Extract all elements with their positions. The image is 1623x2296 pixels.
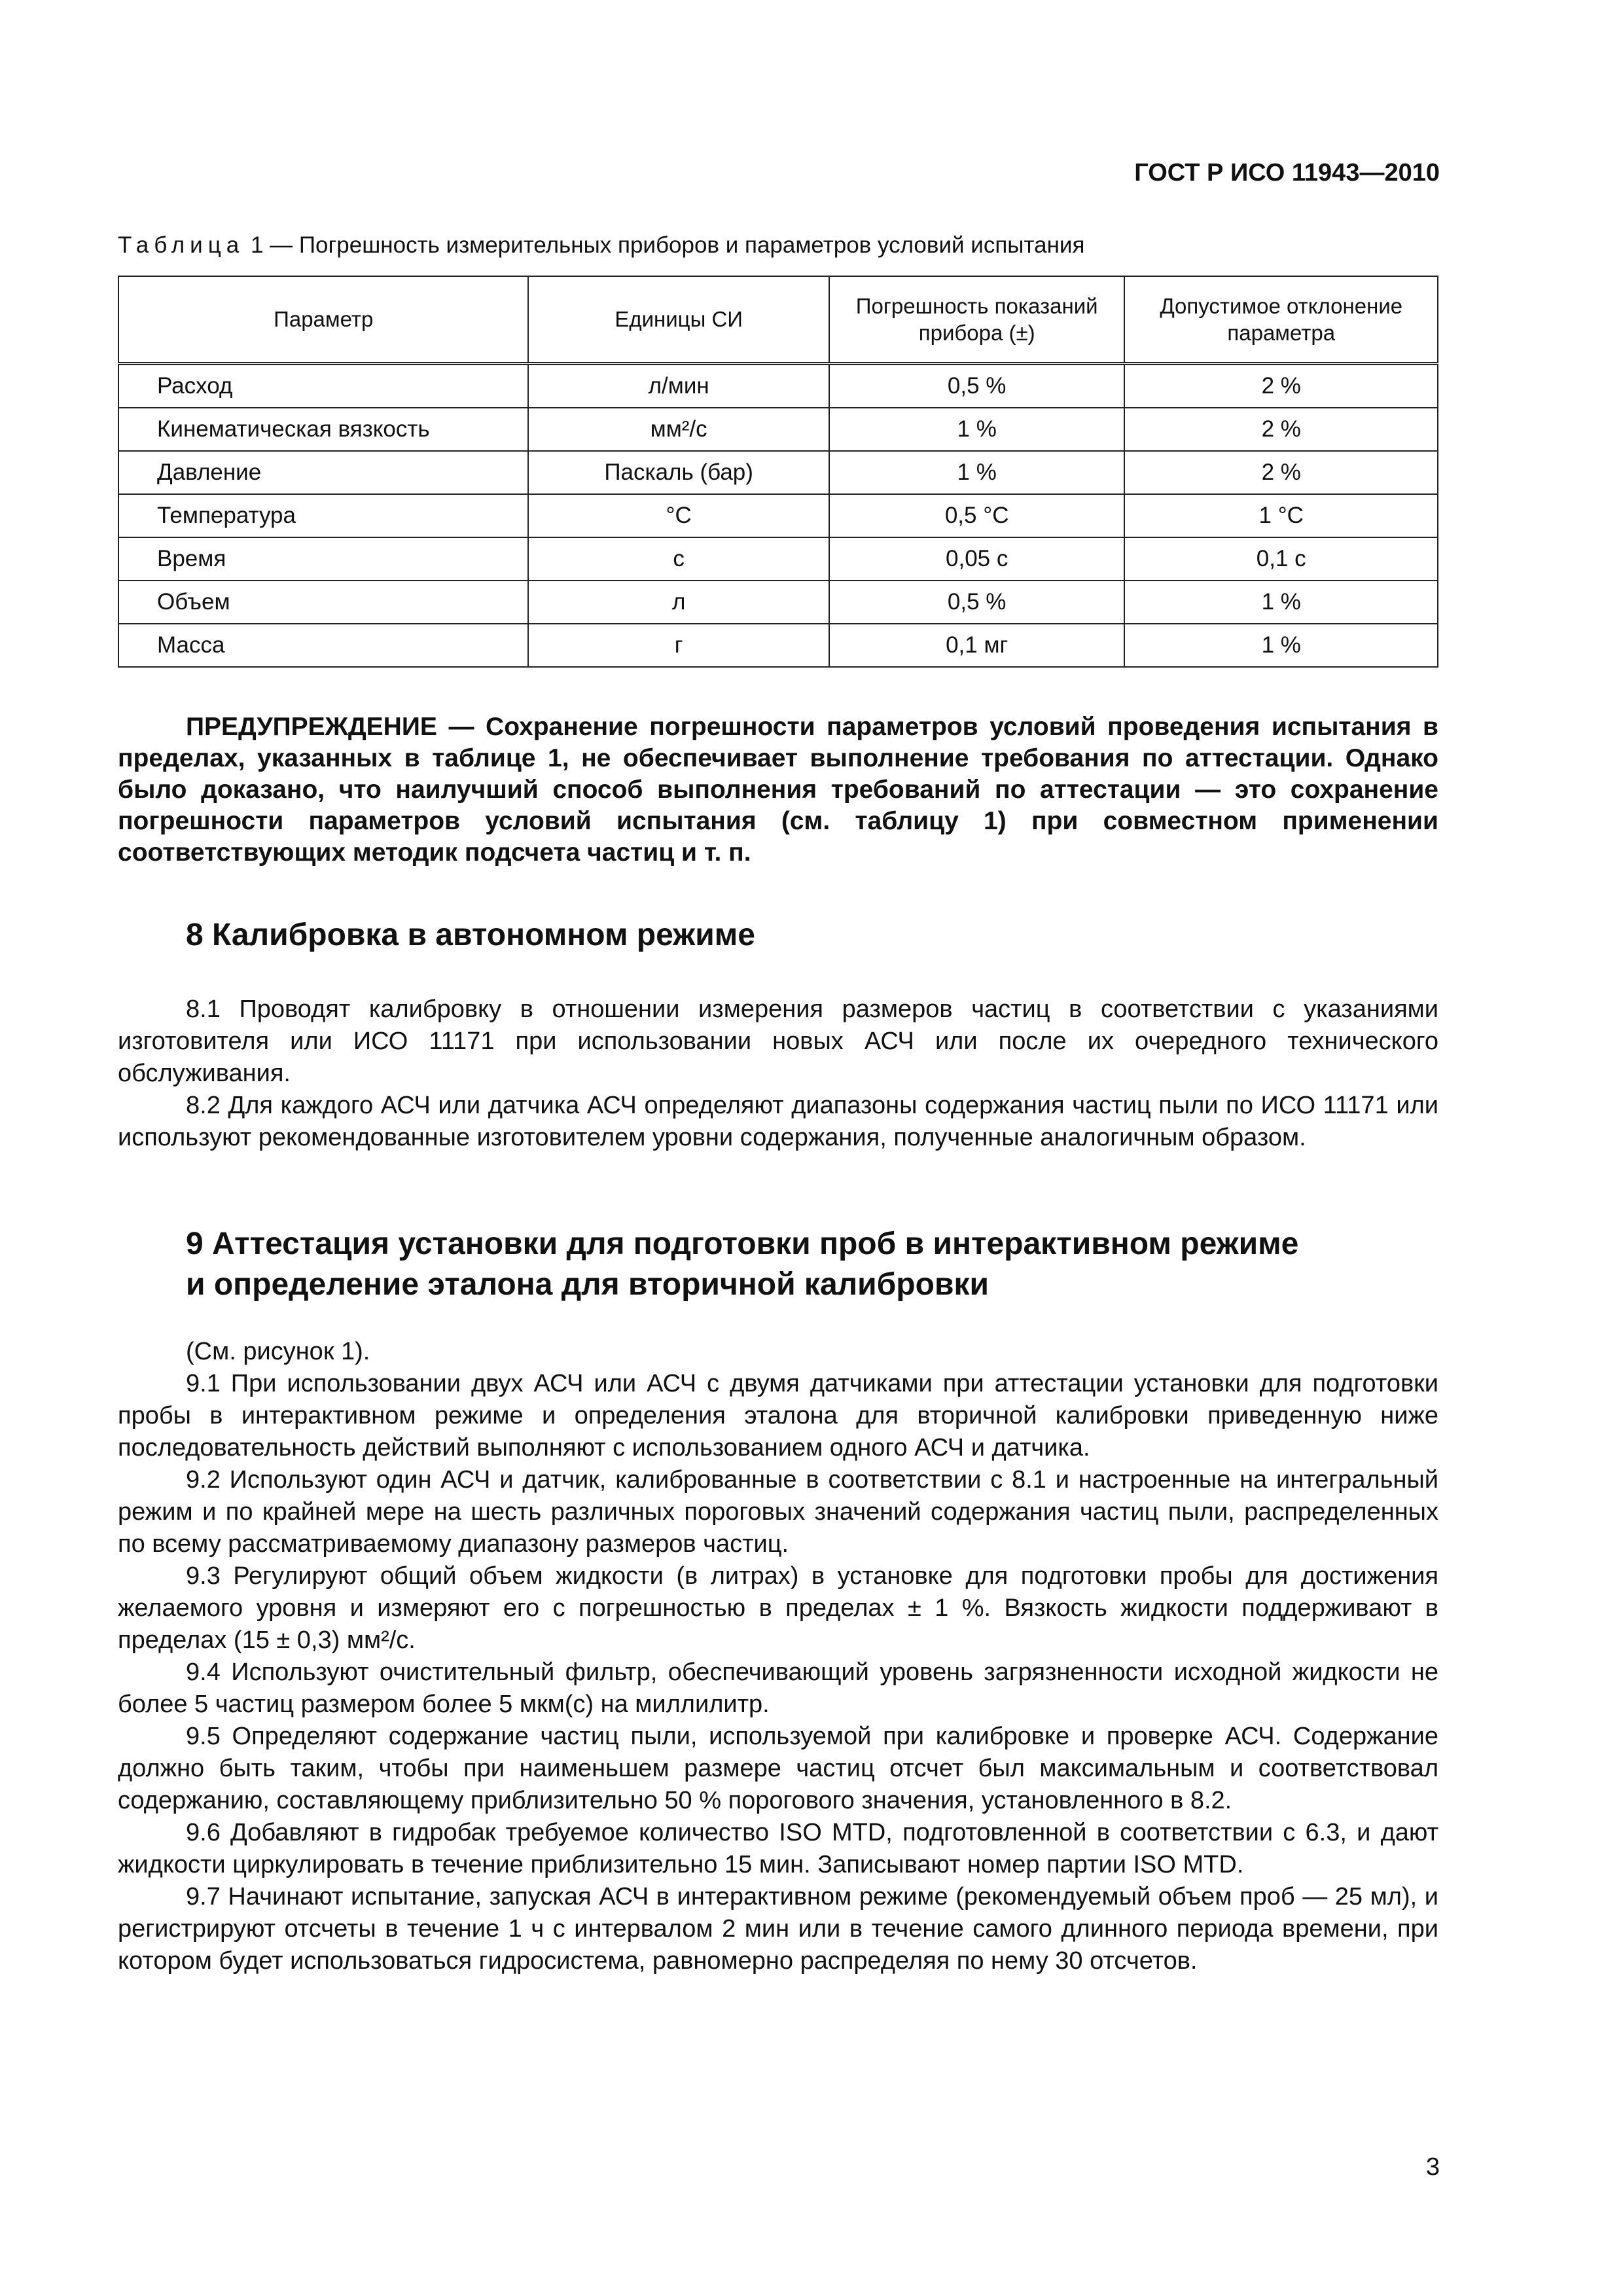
paragraph-9-3: 9.3 Регулируют общий объем жидкости (в литрах) в установке для подготовки пробы для достижения желаемого уровня и измеряют его с погрешностью в пределах ± 1 %. Вязкость жидкости поддерживают в пределах (15 ± 0,3) мм²/с. <box>118 1562 1438 1654</box>
table-cell: 0,5 °С <box>829 494 1125 537</box>
table-cell: Масса <box>118 624 528 667</box>
table-cell: 2 % <box>1124 408 1438 451</box>
accuracy-table <box>118 276 1438 668</box>
header-parameter: Параметр <box>118 276 528 364</box>
paragraph-9-4: 9.4 Используют очистительный фильтр, обеспечивающий уровень загрязненности исходной жидкости не более 5 частиц размером более 5 мкм(с) на миллилитр. <box>118 1659 1438 1718</box>
table-cell: Кинематическая вязкость <box>118 408 528 451</box>
table-cell: 0,5 % <box>829 581 1125 624</box>
table-row <box>118 624 1438 667</box>
table-caption-text: 1 — Погрешность измерительных приборов и параметров условий испытания <box>244 232 1085 258</box>
table-cell: 0,1 с <box>1124 537 1438 581</box>
section-9-heading-line-2: и определение эталона для вторичной калибровки <box>186 1267 989 1302</box>
table-cell: Объем <box>118 581 528 624</box>
table-cell: Расход <box>118 364 528 408</box>
header-si-units: Единицы СИ <box>528 276 829 364</box>
paragraph-9-2: 9.2 Используют один АСЧ и датчик, калиброванные в соответствии с 8.1 и настроенные на интегральный режим и по крайней мере на шесть различных пороговых значений содержания частиц пыли, распределенных по всему рассматриваемому диапазону размеров частиц. <box>118 1466 1438 1558</box>
paragraph-9-6: 9.6 Добавляют в гидробак требуемое количество ISO MTD, подготовленной в соответствии с 6.3, и дают жидкости циркулировать в течение приблизительно 15 мин. Записывают номер партии ISO MTD. <box>118 1819 1438 1878</box>
header-instrument-accuracy: Погрешность показаний прибора (±) <box>829 276 1125 364</box>
warning-paragraph: ПРЕДУПРЕЖДЕНИЕ — Сохранение погрешности параметров условий проведения испытания в пределах, указанных в таблице 1, не обеспечивает выполнение требования по аттестации. Однако было доказано, что наилучший способ выполнения требований по аттестации — это сохранение погрешности параметров условий испытания (см. таблицу 1) при совместном применении соответствующих методик подсчета частиц и т. п. <box>118 713 1438 867</box>
table-cell: 1 % <box>829 451 1125 494</box>
table-cell: 0,1 мг <box>829 624 1125 667</box>
paragraph-8-1: 8.1 Проводят калибровку в отношении измерения размеров частиц в соответствии с указаниями изготовителя или ИСО 11171 при использовании новых АСЧ или после их очередного технического обслуживания. <box>118 996 1438 1087</box>
table-header-row <box>118 276 1438 364</box>
table-cell: г <box>528 624 829 667</box>
table-cell: мм²/с <box>528 408 829 451</box>
table-cell: Температура <box>118 494 528 537</box>
table-caption <box>118 232 1427 259</box>
table-cell: 1 % <box>1124 624 1438 667</box>
paragraph-8-2: 8.2 Для каждого АСЧ или датчика АСЧ определяют диапазоны содержания частиц пыли по ИСО 11171 или используют рекомендованные изготовителем уровни содержания, полученные аналогичным образом. <box>118 1092 1438 1151</box>
table-row <box>118 408 1438 451</box>
table-cell: Время <box>118 537 528 581</box>
table-row <box>118 494 1438 537</box>
table-cell: 2 % <box>1124 451 1438 494</box>
section-8-body <box>118 994 1438 1154</box>
table-cell: 1 % <box>1124 581 1438 624</box>
paragraph-9-5: 9.5 Определяют содержание частиц пыли, используемой при калибровке и проверке АСЧ. Содержание должно быть таким, чтобы при наименьшем размере частиц отсчет был максимальным и соответствовал содержанию, составляющему приблизительно 50 % порогового значения, установленного в 8.2. <box>118 1723 1438 1814</box>
paragraph-9-7: 9.7 Начинают испытание, запуская АСЧ в интерактивном режиме (рекомендуемый объем проб — 25 мл), и регистрируют отсчеты в течение 1 ч с интервалом 2 мин или в течение самого длинного периода времени, при котором будет использоваться гидросистема, равномерно распределяя по нему 30 отсчетов. <box>118 1883 1438 1975</box>
table-cell: 0,05 с <box>829 537 1125 581</box>
table-row <box>118 364 1438 408</box>
table-cell: с <box>528 537 829 581</box>
section-9-body <box>118 1336 1438 1977</box>
table-cell: °С <box>528 494 829 537</box>
table-row <box>118 581 1438 624</box>
paragraph-9-1: 9.1 При использовании двух АСЧ или АСЧ с двумя датчиками при аттестации установки для подготовки пробы в интерактивном режиме и определения эталона для вторичной калибровки приведенную ниже последовательность действий выполняют с использованием одного АСЧ и датчика. <box>118 1370 1438 1462</box>
page-number: 3 <box>1425 2153 1440 2181</box>
section-9-heading <box>186 1224 1429 1305</box>
table-row <box>118 537 1438 581</box>
table-cell: Паскаль (бар) <box>528 451 829 494</box>
table-cell: 1 % <box>829 408 1125 451</box>
table-cell: л/мин <box>528 364 829 408</box>
table-cell: 0,5 % <box>829 364 1125 408</box>
document-code: ГОСТ Р ИСО 11943—2010 <box>1134 159 1440 187</box>
section-9-heading-line-1: 9 Аттестация установки для подготовки проб в интерактивном режиме <box>186 1227 1299 1261</box>
section-8-heading: 8 Калибровка в автономном режиме <box>186 918 755 952</box>
table-cell: Давление <box>118 451 528 494</box>
table-row <box>118 451 1438 494</box>
table-caption-label: Таблица <box>118 232 245 258</box>
table-cell: 2 % <box>1124 364 1438 408</box>
header-allowed-deviation: Допустимое отклонение параметра <box>1124 276 1438 364</box>
table-cell: л <box>528 581 829 624</box>
table-cell: 1 °С <box>1124 494 1438 537</box>
paragraph-figure-ref: (См. рисунок 1). <box>186 1338 370 1365</box>
